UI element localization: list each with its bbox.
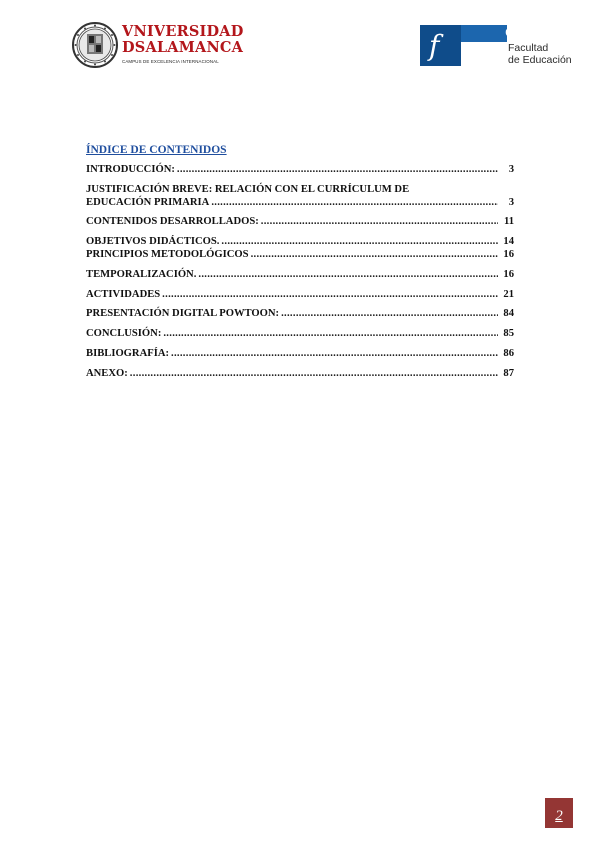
- page-number: 2: [555, 808, 563, 824]
- toc-leader-dots: [171, 348, 498, 361]
- toc-entry[interactable]: [86, 348, 514, 361]
- university-name-line1: VNIVERSIDAD: [122, 23, 244, 40]
- universidad-salamanca-logo: [72, 22, 244, 72]
- faculty-logo-word: edu: [505, 22, 541, 42]
- toc-entry-label: TEMPORALIZACIÓN.: [86, 268, 197, 280]
- toc-entry[interactable]: [86, 328, 514, 341]
- faculty-logo-square: [420, 25, 461, 66]
- toc-entry-label: PRINCIPIOS METODOLÓGICOS: [86, 248, 249, 260]
- page-number-badge: [545, 798, 573, 828]
- faculty-name-line1: Facultad: [508, 42, 549, 54]
- toc-title: ÍNDICE DE CONTENIDOS: [86, 144, 227, 156]
- university-seal-icon: [72, 22, 118, 68]
- faculty-education-logo: [420, 22, 580, 69]
- toc-entry-page: 3: [508, 196, 514, 208]
- toc-leader-dots: [261, 216, 498, 229]
- toc-entry-label: CONTENIDOS DESARROLLADOS:: [86, 216, 259, 228]
- toc-entry[interactable]: [86, 184, 514, 210]
- toc-entry-label: CONCLUSIÓN:: [86, 328, 162, 340]
- toc-entry[interactable]: [86, 308, 514, 321]
- faculty-logo-tab: [461, 22, 541, 42]
- toc-leader-dots: [281, 308, 498, 321]
- toc-entry-label-line1: JUSTIFICACIÓN BREVE: RELACIÓN CON EL CURRÍCULUM DE: [86, 183, 410, 195]
- toc-entry[interactable]: [86, 269, 514, 282]
- toc-entry-line2: [86, 197, 514, 210]
- toc-entry[interactable]: [86, 249, 514, 262]
- toc-entry-page: 14: [503, 236, 514, 248]
- table-of-contents: [86, 143, 514, 381]
- toc-entry-page: 85: [503, 328, 514, 340]
- toc-entry[interactable]: [86, 164, 514, 177]
- toc-leader-dots: [198, 269, 498, 282]
- toc-leader-dots: [163, 328, 498, 341]
- faculty-name-line2: de Educación: [508, 53, 572, 66]
- toc-entry-page: 3: [508, 164, 514, 175]
- toc-leader-dots: [251, 249, 498, 262]
- toc-leader-dots: [211, 197, 498, 210]
- page-header: [0, 0, 599, 80]
- toc-entry-label: ACTIVIDADES: [86, 288, 161, 300]
- toc-entry-label: EDUCACIÓN PRIMARIA: [86, 196, 210, 208]
- toc-entry-page: 11: [503, 216, 514, 228]
- toc-leader-dots: [177, 164, 498, 177]
- toc-leader-dots: [221, 236, 498, 249]
- toc-entry[interactable]: [86, 216, 514, 229]
- toc-entry-label: BIBLIOGRAFÍA:: [86, 347, 169, 359]
- university-name: [122, 24, 244, 55]
- faculty-name: [508, 43, 572, 66]
- toc-entry-page: 87: [503, 367, 514, 379]
- toc-entry-page: 16: [503, 248, 514, 260]
- toc-leader-dots: [162, 289, 498, 302]
- toc-entry-page: 84: [503, 308, 514, 320]
- toc-entry-label: OBJETIVOS DIDÁCTICOS.: [86, 236, 220, 248]
- toc-entry-page: 16: [503, 268, 514, 280]
- university-tagline: CAMPUS DE EXCELENCIA INTERNACIONAL: [122, 59, 219, 64]
- toc-entry-label: ANEXO:: [86, 367, 128, 379]
- university-name-line2: DSALAMANCA: [122, 38, 244, 56]
- toc-leader-dots: [130, 368, 498, 381]
- toc-entry-label: INTRODUCCIÓN:: [86, 164, 175, 175]
- toc-entry[interactable]: [86, 368, 514, 381]
- toc-entry-label: PRESENTACIÓN DIGITAL POWTOON:: [86, 308, 280, 320]
- toc-entry-page: 21: [503, 288, 514, 300]
- toc-entry[interactable]: [86, 289, 514, 302]
- toc-entry[interactable]: [86, 236, 514, 249]
- faculty-logo-letter: f: [429, 29, 440, 62]
- toc-entry-page: 86: [503, 347, 514, 359]
